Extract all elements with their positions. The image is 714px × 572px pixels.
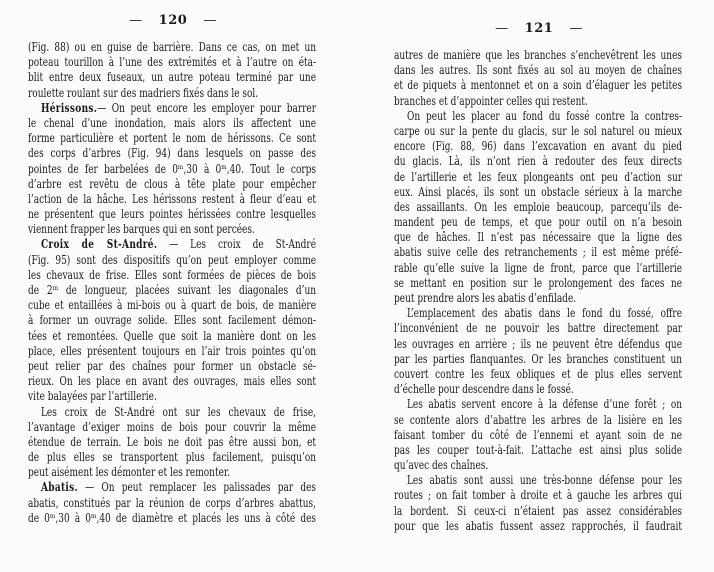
page-left <box>28 13 318 526</box>
text-run: — Les croix de St-André <box>157 237 317 252</box>
text-line: peut aisément les démonter et les remonter. <box>28 465 231 480</box>
text-line: L’emplacement des abatis dans le fond du fossé, offre <box>406 306 683 321</box>
paragraph-lead-term: Croix de St-André. <box>40 237 158 252</box>
text-line: carpe ou sur la pente du glacis, sur le sol naturel ou mieux <box>394 123 683 138</box>
text-line: mandent peu de temps, et que pour outil on n’a besoin <box>394 215 683 230</box>
text-line: (Fig. 95) sont des dispositifs qu’on peut employer comme <box>28 252 317 267</box>
text-line: peut prendre alors les abatis d’enfilade. <box>394 291 577 305</box>
text-line: Les abatis sont aussi une très-bonne défense pour les <box>406 473 683 488</box>
text-line: du glacis. Là, ils n’ont rien à redouter des feux directs <box>394 154 683 169</box>
text-run: — On peut encore les employer pour barrer <box>97 100 317 115</box>
text-line: pas les couper tout-à-fait. L’attache est ainsi plus solide <box>394 442 683 457</box>
text-line: routes ; on fait tomber à droite et à gauche les arbres qui <box>394 488 683 503</box>
text-line: d’échelle pour descendre dans le fossé. <box>394 382 574 397</box>
paragraph <box>394 306 682 397</box>
text-line: couvert contre les feux obliques et de plus elles servent <box>394 366 683 381</box>
text-line: se contente alors d’abattre les arbres de la lisière en les <box>394 412 683 427</box>
paragraph-lead-term: Hérissons. <box>40 100 98 115</box>
paragraph <box>394 397 682 473</box>
text-line: d’arbre est revêtu de clous à tête plate pour empêcher <box>28 176 317 191</box>
paragraph <box>28 480 316 526</box>
page-header <box>28 13 318 28</box>
text-line: eux. Ainsi placés, ils sont un obstacle sérieux à la marche <box>394 184 683 199</box>
text-line: et de piquets à mentonnet et on a soin d’élaguer les petites <box>394 78 683 93</box>
paragraph <box>28 40 316 101</box>
text-line: blit entre deux fuseaux, un autre poteau terminé par une <box>28 70 317 85</box>
text-line: ne présentent que leurs pointes hérissées contre lesquelles <box>28 207 317 222</box>
text-line: roulette roulant sur des madriers fixés dans le sol. <box>28 85 259 100</box>
text-line: rieux. On les place en avant des ouvrages, mais elles sont <box>28 374 317 389</box>
text-run: — On peut remplacer les palissades par des <box>77 480 317 495</box>
text-line: les ouvrages en arrière ; ils ne peuvent être défendus que <box>394 336 683 351</box>
text-line: l’action de la hâche. Les hérissons restent à fleur d’eau et <box>28 191 317 206</box>
text-line: dans les autres. Ils sont fixés au sol au moyen de chaînes <box>394 63 683 78</box>
text-line: l’avantage d’exiger moins de bois pour couvrir la même <box>28 419 317 434</box>
page-text-column <box>394 48 682 534</box>
text-line: abatis suive celle des retranchements ; il est même préfé- <box>394 245 683 260</box>
page-text-column <box>28 40 316 526</box>
text-line: les chevaux de frise. Elles sont formées de pièces de bois <box>28 267 317 282</box>
paragraph <box>394 473 682 534</box>
text-line: que de hâches. Il n’est pas nécessaire que la ligne des <box>394 230 683 245</box>
text-line: pour que les abatis fussent assez rapprochés, il faudrait <box>394 518 683 533</box>
header-dash: — <box>203 13 217 28</box>
text-line: se mettant en position sur le prolongement des faces ne <box>394 275 683 290</box>
text-line: tées et remontées. Quelle que soit la manière dont on les <box>28 328 317 343</box>
paragraph <box>28 237 316 404</box>
text-line: pointes de fer barbelées de 0ᵐ,30 à 0ᵐ,40. Tout le corps <box>28 161 317 176</box>
text-line: à former un ouvrage solide. Elles sont facilement démon- <box>28 313 317 328</box>
text-line <box>28 237 316 252</box>
text-line: place, elles présentent toujours en l’air trois pointes qu’on <box>28 343 317 358</box>
text-line: branches et d’appointer celles qui restent. <box>394 93 588 108</box>
header-dash: — <box>569 21 583 36</box>
text-line: poteau tourillon à l’une des extrémités et à l’autre on éta- <box>28 55 317 70</box>
text-line: faisant tomber du côté de l’ennemi et ayant soin de ne <box>394 427 683 442</box>
text-line: forme particulière et portent le nom de hérissons. Ce sont <box>28 131 317 146</box>
text-line: qu’avec des chaînes. <box>394 458 489 473</box>
text-line: l’inconvénient de ne pouvoir les battre directement par <box>394 321 683 336</box>
text-line: de 0ᵐ,30 à 0ᵐ,40 de diamètre et placés les uns à côté des <box>28 510 317 525</box>
text-line <box>28 480 316 495</box>
text-line: abatis, constitués par la réunion de corps d’arbres abattus, <box>28 495 317 510</box>
text-line: viennent frapper les barques qui en sont percées. <box>28 222 255 237</box>
text-line: encore (Fig. 88, 96) dans l’excavation en avant du pied <box>394 139 683 154</box>
text-line: cube et entaillées à mi-bois ou à quart de bois, de manière <box>28 298 317 313</box>
text-line: peut relier par des chaînes pour former un obstacle sé- <box>28 358 317 373</box>
text-line: Les abatis servent encore à la défense d’une forêt ; on <box>406 397 683 412</box>
paragraph-lead-term: Abatis. <box>40 480 78 495</box>
paragraph <box>394 109 682 306</box>
header-dash: — <box>495 21 509 36</box>
paragraph <box>394 48 682 109</box>
text-line: la bordent. Si ceux-ci n’étaient pas assez considérables <box>394 503 683 518</box>
text-line: de plus elles se transportent plus facilement, puisqu’on <box>28 450 317 465</box>
text-line: des assaillants. On les emploie beaucoup, parcequ’ils de- <box>394 199 683 214</box>
text-line: le chenal d’une inondation, mais alors ils affectent une <box>28 115 317 130</box>
text-line: des corps d’arbres (Fig. 94) dans lesquels on passe des <box>28 146 317 161</box>
text-line: par les parties flanquantes. Or les branches constituent un <box>394 351 683 366</box>
text-line: étendue de terrain. Le bois ne doit pas être aussi bon, et <box>28 434 317 449</box>
text-line: On peut les placer au fond du fossé contre la contres- <box>406 108 683 123</box>
paragraph <box>28 101 316 238</box>
header-dash: — <box>129 13 143 28</box>
text-line: rable qu’elle suive la ligne de front, parce que l’artillerie <box>394 260 683 275</box>
page-right <box>394 21 684 534</box>
text-line: autres de manière que les branches s’enchevêtrent les unes <box>394 48 683 62</box>
page-number: 121 <box>524 21 554 36</box>
text-line: (Fig. 88) ou en guise de barrière. Dans ce cas, on met un <box>28 40 317 54</box>
text-line: de l’artillerie et les feux plongeants ont peu d’action sur <box>394 169 683 184</box>
paragraph <box>28 405 316 481</box>
page-number: 120 <box>158 13 188 28</box>
text-line: de 2ᵐ de longueur, placées suivant les diagonales d’un <box>28 283 317 297</box>
text-line <box>28 101 316 116</box>
page-header <box>394 21 684 36</box>
text-line: vite balayées par l’artillerie. <box>28 389 157 404</box>
text-line: Les croix de St-André ont sur les chevaux de frise, <box>40 404 317 419</box>
